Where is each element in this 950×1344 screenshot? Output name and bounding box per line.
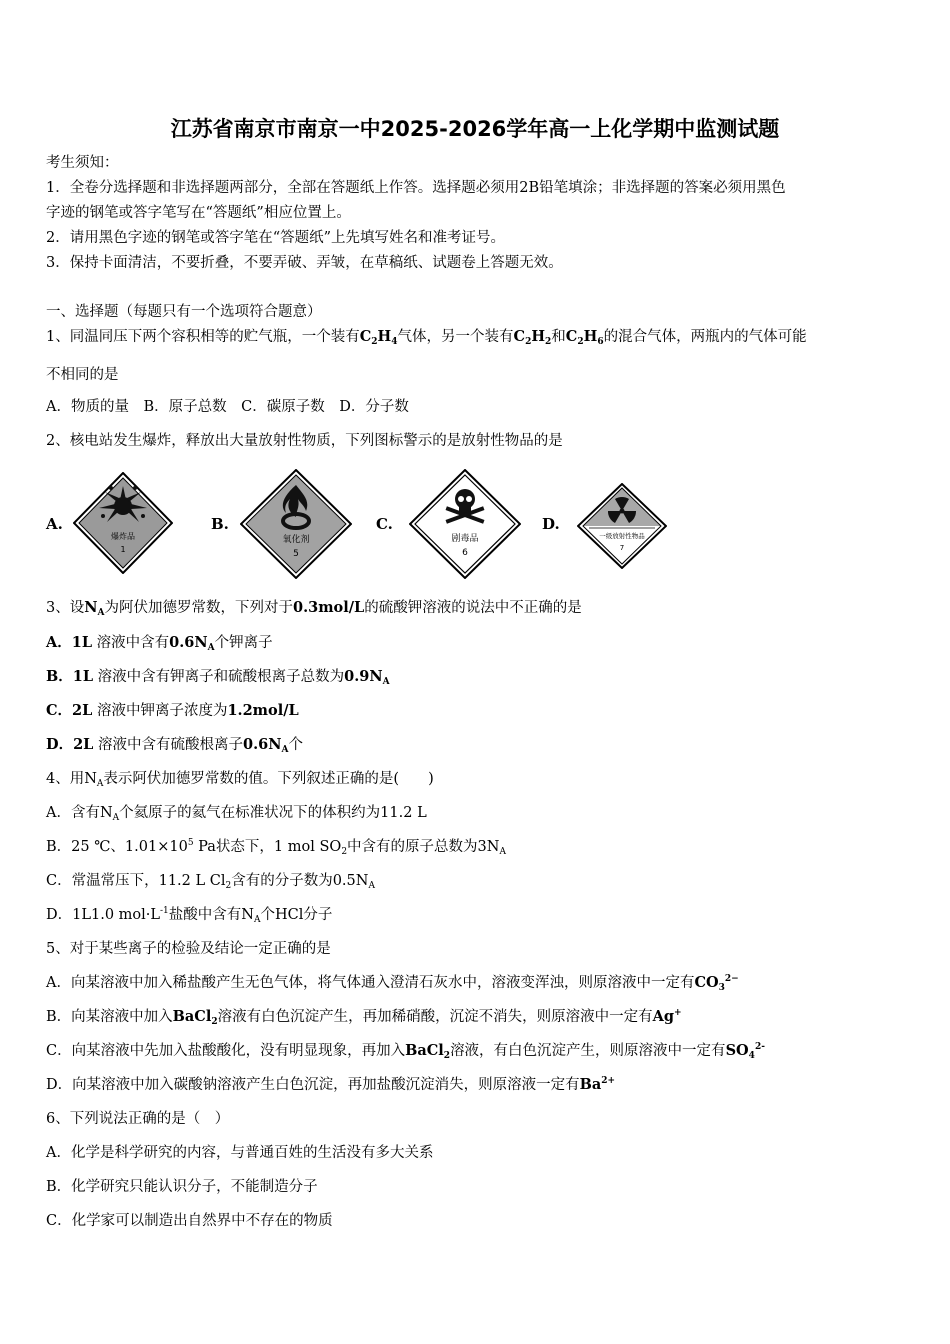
explosive-sign-icon: [73, 472, 173, 574]
q2-stem: 2、核电站发生爆炸，释放出大量放射性物质，下列图标警示的是放射性物品的是: [46, 433, 563, 449]
notice-item-1: 1．全卷分选择题和非选择题两部分，全部在答题纸上作答。选择题必须用2B铅笔填涂；非选择题的答案必须用黑色: [46, 180, 786, 196]
q4-option-c: C．常温常压下，11.2 L $Cl_2$含有的分子数为$0.5N_A$: [46, 873, 375, 891]
q5-option-a: A．向某溶液中加入稀盐酸产生无色气体，将气体通入澄清石灰水中，溶液变浑浊，则原溶液中一定有$CO_3^{2-}$: [46, 974, 739, 993]
q1-options: A．物质的量 B．原子总数 C．碳原子数 D．分子数: [46, 399, 409, 415]
notice-item-3: 3．保持卡面清洁，不要折叠，不要弄破、弄皱，在草稿纸、试题卷上答题无效。: [46, 255, 563, 271]
q6-option-a: A．化学是科学研究的内容，与普通百姓的生活没有多大关系: [46, 1145, 434, 1161]
radioactive-sign-text: 一级放射性物品: [599, 532, 645, 540]
q5-stem: 5、对于某些离子的检验及结论一定正确的是: [46, 941, 331, 957]
q2-option-c-label: C.: [376, 515, 393, 533]
q5-option-d: D．向某溶液中加入碳酸钠溶液产生白色沉淀，再加盐酸沉淀消失，则原溶液一定有$Ba^{2+}$: [46, 1076, 616, 1093]
q4-option-d: D．1L1.0 $mol\cdot L^{-1}$盐酸中含有$N_A$个HCl分子: [46, 906, 333, 925]
oxidizer-sign-text: 氧化剂: [282, 535, 310, 545]
explosive-sign-text: 爆炸品: [111, 532, 135, 541]
oxidizer-sign-icon: [240, 469, 352, 579]
q3-option-a: A．1L 溶液中含有$0.6N_A$个钾离子: [46, 634, 273, 653]
q2-option-d-label: D.: [542, 515, 560, 533]
q3-option-d: D．2L 溶液中含有硫酸根离子$0.6N_A$个: [46, 736, 303, 755]
radioactive-sign-number: 7: [619, 544, 625, 552]
q2-option-b-label: B.: [211, 515, 229, 533]
toxic-sign-icon: [409, 469, 521, 579]
q4-option-b: B．25 ℃、$1.01\times 10^5$ Pa状态下，1 mol $SO_2$中含有的原子总数为$3N_A$: [46, 838, 506, 857]
q1-stem: 1、同温同压下两个容积相等的贮气瓶，一个装有$C_2H_4$气体，另一个装有$C_2H_2$和$C_2H_6$的混合气体，两瓶内的气体可能: [46, 328, 807, 347]
page-title: 江苏省南京市南京一中2025-2026学年高一上化学期中监测试题: [170, 117, 780, 141]
q5-option-c: C．向某溶液中先加入盐酸酸化，没有明显现象，再加入BaCl$_2$溶液，有白色沉淀产生，则原溶液中一定有$SO_4^{2-}$: [46, 1042, 765, 1061]
q1-stem-cont: 不相同的是: [46, 367, 119, 383]
q4-option-a: A．含有$N_A$个氦原子的氦气在标准状况下的体积约为11.2 L: [46, 805, 427, 823]
q3-stem: 3、设$N_A$为阿伏加德罗常数，下列对于0.3mol/L的硫酸钾溶液的说法中不正确的是: [46, 599, 582, 618]
oxidizer-sign-number: 5: [293, 549, 299, 559]
q6-option-b: B．化学研究只能认识分子，不能制造分子: [46, 1179, 318, 1195]
q2-option-a-label: A.: [46, 515, 63, 533]
q4-stem: 4、用$N_A$表示阿伏加德罗常数的值。下列叙述正确的是( ): [46, 771, 434, 789]
section-heading: 一、选择题（每题只有一个选项符合题意）: [46, 304, 322, 320]
notice-item-1-cont: 字迹的钢笔或答字笔写在“答题纸”相应位置上。: [46, 205, 351, 221]
toxic-sign-number: 6: [462, 548, 468, 558]
q3-option-c: C．2L 溶液中钾离子浓度为1.2mol/L: [46, 702, 299, 719]
notice-item-2: 2．请用黑色字迹的钢笔或答字笔在“答题纸”上先填写姓名和准考证号。: [46, 230, 506, 246]
q3-option-b: B．1L 溶液中含有钾离子和硫酸根离子总数为$0.9N_A$: [46, 668, 390, 687]
q6-stem: 6、下列说法正确的是（ ）: [46, 1111, 230, 1127]
q6-option-c: C．化学家可以制造出自然界中不存在的物质: [46, 1213, 333, 1229]
q5-option-b: B．向某溶液中加入BaCl$_2$溶液有白色沉淀产生，再加稀硝酸，沉淀不消失，则原溶液中一定有Ag+: [46, 1008, 682, 1027]
radioactive-sign-icon: [577, 483, 667, 569]
toxic-sign-text: 剧毒品: [451, 534, 479, 544]
explosive-sign-number: 1: [120, 545, 126, 554]
notice-heading: 考生须知：: [46, 155, 119, 171]
